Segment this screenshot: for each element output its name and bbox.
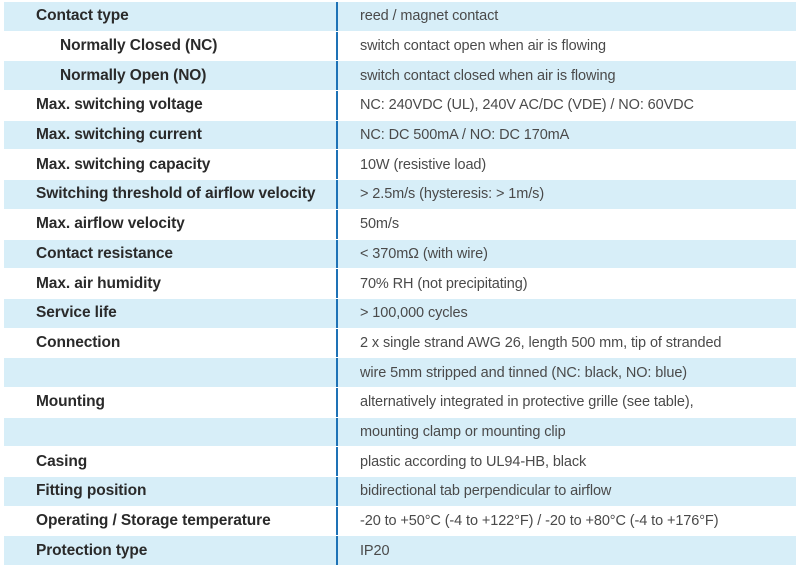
row-value: bidirectional tab perpendicular to airflow xyxy=(360,483,612,500)
table-row xyxy=(4,507,796,537)
row-label: Normally Open (NO) xyxy=(60,66,207,84)
row-value: mounting clamp or mounting clip xyxy=(360,423,566,440)
row-value: NC: 240VDC (UL), 240V AC/DC (VDE) / NO: 60VDC xyxy=(360,97,694,114)
row-value: < 370mΩ (with wire) xyxy=(360,245,488,262)
row-value: 2 x single strand AWG 26, length 500 mm, tip of stranded xyxy=(360,334,722,351)
row-label: Max. switching capacity xyxy=(36,155,211,173)
table-row xyxy=(4,388,796,418)
row-label: Max. switching voltage xyxy=(36,96,203,114)
table-row xyxy=(4,150,796,180)
spec-table xyxy=(4,2,796,566)
row-value: switch contact closed when air is flowing xyxy=(360,67,616,84)
table-row xyxy=(4,477,796,507)
table-row xyxy=(4,536,796,566)
row-value: 10W (resistive load) xyxy=(360,156,487,173)
table-row xyxy=(4,121,796,151)
row-value: wire 5mm stripped and tinned (NC: black, NO: blue) xyxy=(360,364,688,381)
row-value: alternatively integrated in protective grille (see table), xyxy=(360,394,694,411)
row-value: > 2.5m/s (hysteresis: > 1m/s) xyxy=(360,186,545,203)
row-value: plastic according to UL94-HB, black xyxy=(360,453,587,470)
table-row xyxy=(4,32,796,62)
table-row xyxy=(4,240,796,270)
row-label: Contact resistance xyxy=(36,244,173,262)
row-value: IP20 xyxy=(360,542,390,559)
row-label: Casing xyxy=(36,452,88,470)
row-value: 50m/s xyxy=(360,216,399,233)
row-label: Max. air humidity xyxy=(36,274,161,292)
row-value: switch contact open when air is flowing xyxy=(360,38,606,55)
row-label: Fitting position xyxy=(36,482,147,500)
row-value: 70% RH (not precipitating) xyxy=(360,275,528,292)
table-row xyxy=(4,91,796,121)
table-row xyxy=(4,210,796,240)
row-label: Mounting xyxy=(36,393,105,411)
table-row xyxy=(4,269,796,299)
table-row xyxy=(4,299,796,329)
table-row xyxy=(4,2,796,32)
row-value: > 100,000 cycles xyxy=(360,305,468,322)
row-label: Operating / Storage temperature xyxy=(36,512,271,530)
table-row xyxy=(4,329,796,359)
row-label xyxy=(4,358,336,387)
row-value: NC: DC 500mA / NO: DC 170mA xyxy=(360,127,570,144)
row-label: Switching threshold of airflow velocity xyxy=(36,185,316,203)
table-row xyxy=(4,180,796,210)
row-value: -20 to +50°C (-4 to +122°F) / -20 to +80°C (-4 to +176°F) xyxy=(360,513,719,530)
row-label: Protection type xyxy=(36,541,148,559)
row-label: Contact type xyxy=(36,7,129,25)
table-row xyxy=(4,358,796,388)
row-label xyxy=(4,418,336,447)
row-label: Max. switching current xyxy=(36,126,202,144)
table-row xyxy=(4,447,796,477)
row-label: Normally Closed (NC) xyxy=(60,37,218,55)
table-row xyxy=(4,418,796,448)
table-row xyxy=(4,61,796,91)
row-label: Service life xyxy=(36,304,117,322)
row-label: Max. airflow velocity xyxy=(36,215,185,233)
row-label: Connection xyxy=(36,333,121,351)
row-value: reed / magnet contact xyxy=(360,8,499,25)
